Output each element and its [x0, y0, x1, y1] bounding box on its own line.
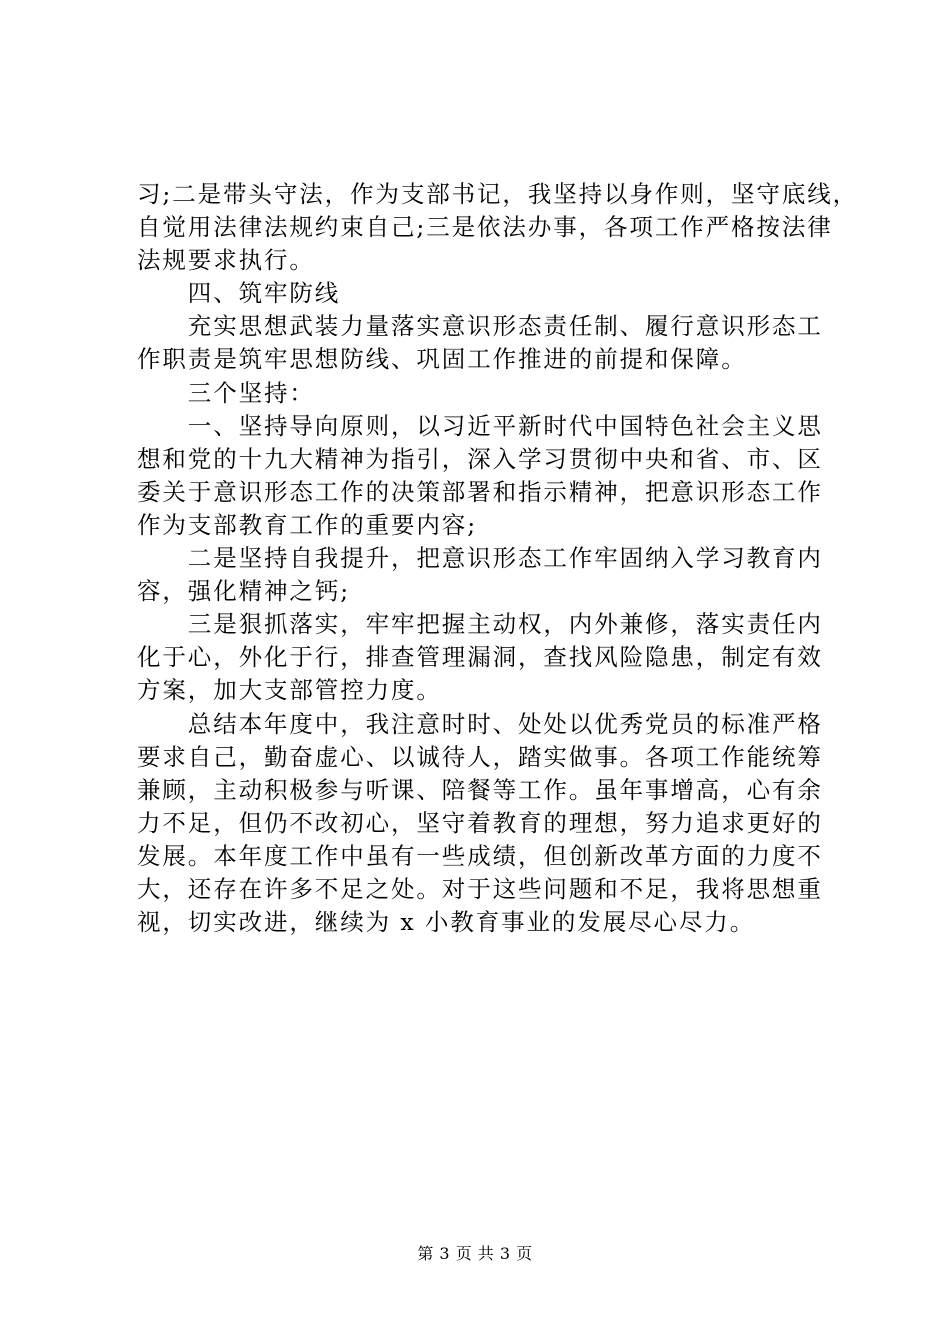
text-line: 视，切实改进，继续为 x 小教育事业的发展尽心尽力。 [137, 908, 756, 937]
text-line: 大，还存在许多不足之处。对于这些问题和不足，我将思想重 [137, 874, 823, 903]
subheading: 三个坚持： [137, 378, 315, 407]
text-line: 化于心，外化于行，排查管理漏洞，查找风险隐患，制定有效 [137, 643, 823, 672]
text-line: 兼顾，主动积极参与听课、陪餐等工作。虽年事增高，心有余 [137, 775, 823, 804]
text-line: 习;二是带头守法，作为支部书记，我坚持以身作则，坚守底线， [137, 180, 859, 208]
text-line: 作为支部教育工作的重要内容; [137, 510, 478, 539]
text-line: 三是狠抓落实，牢牢把握主动权，内外兼修，落实责任内 [137, 610, 823, 639]
text-line: 作职责是筑牢思想防线、巩固工作推进的前提和保障。 [137, 345, 747, 374]
text-line: 要求自己，勤奋虚心、以诚待人，踏实做事。各项工作能统筹 [137, 742, 823, 771]
text-line: 发展。本年度工作中虽有一些成绩，但创新改革方面的力度不 [137, 841, 823, 870]
text-line: 力不足，但仍不改初心，坚守着教育的理想，努力追求更好的 [137, 808, 823, 837]
text-line: 法规要求执行。 [137, 246, 315, 275]
text-line: 二是坚持自我提升，把意识形态工作牢固纳入学习教育内 [137, 544, 823, 573]
text-line: 自觉用法律法规约束自己;三是依法办事，各项工作严格按法律 [137, 213, 833, 242]
section-heading: 四、筑牢防线 [137, 279, 341, 308]
document-body [137, 178, 859, 939]
text-line: 总结本年度中，我注意时时、处处以优秀党员的标准严格 [137, 709, 823, 738]
text-line: 方案，加大支部管控力度。 [137, 676, 442, 705]
page-number-footer: 第 3 页 共 3 页 [417, 1244, 533, 1263]
text-line: 想和党的十九大精神为指引，深入学习贯彻中央和省、市、区 [137, 444, 823, 473]
text-line: 容，强化精神之钙; [137, 577, 351, 606]
text-line: 一、坚持导向原则，以习近平新时代中国特色社会主义思 [137, 411, 823, 440]
text-line: 充实思想武装力量落实意识形态责任制、履行意识形态工 [137, 312, 823, 341]
text-line: 委关于意识形态工作的决策部署和指示精神，把意识形态工作 [137, 477, 823, 506]
